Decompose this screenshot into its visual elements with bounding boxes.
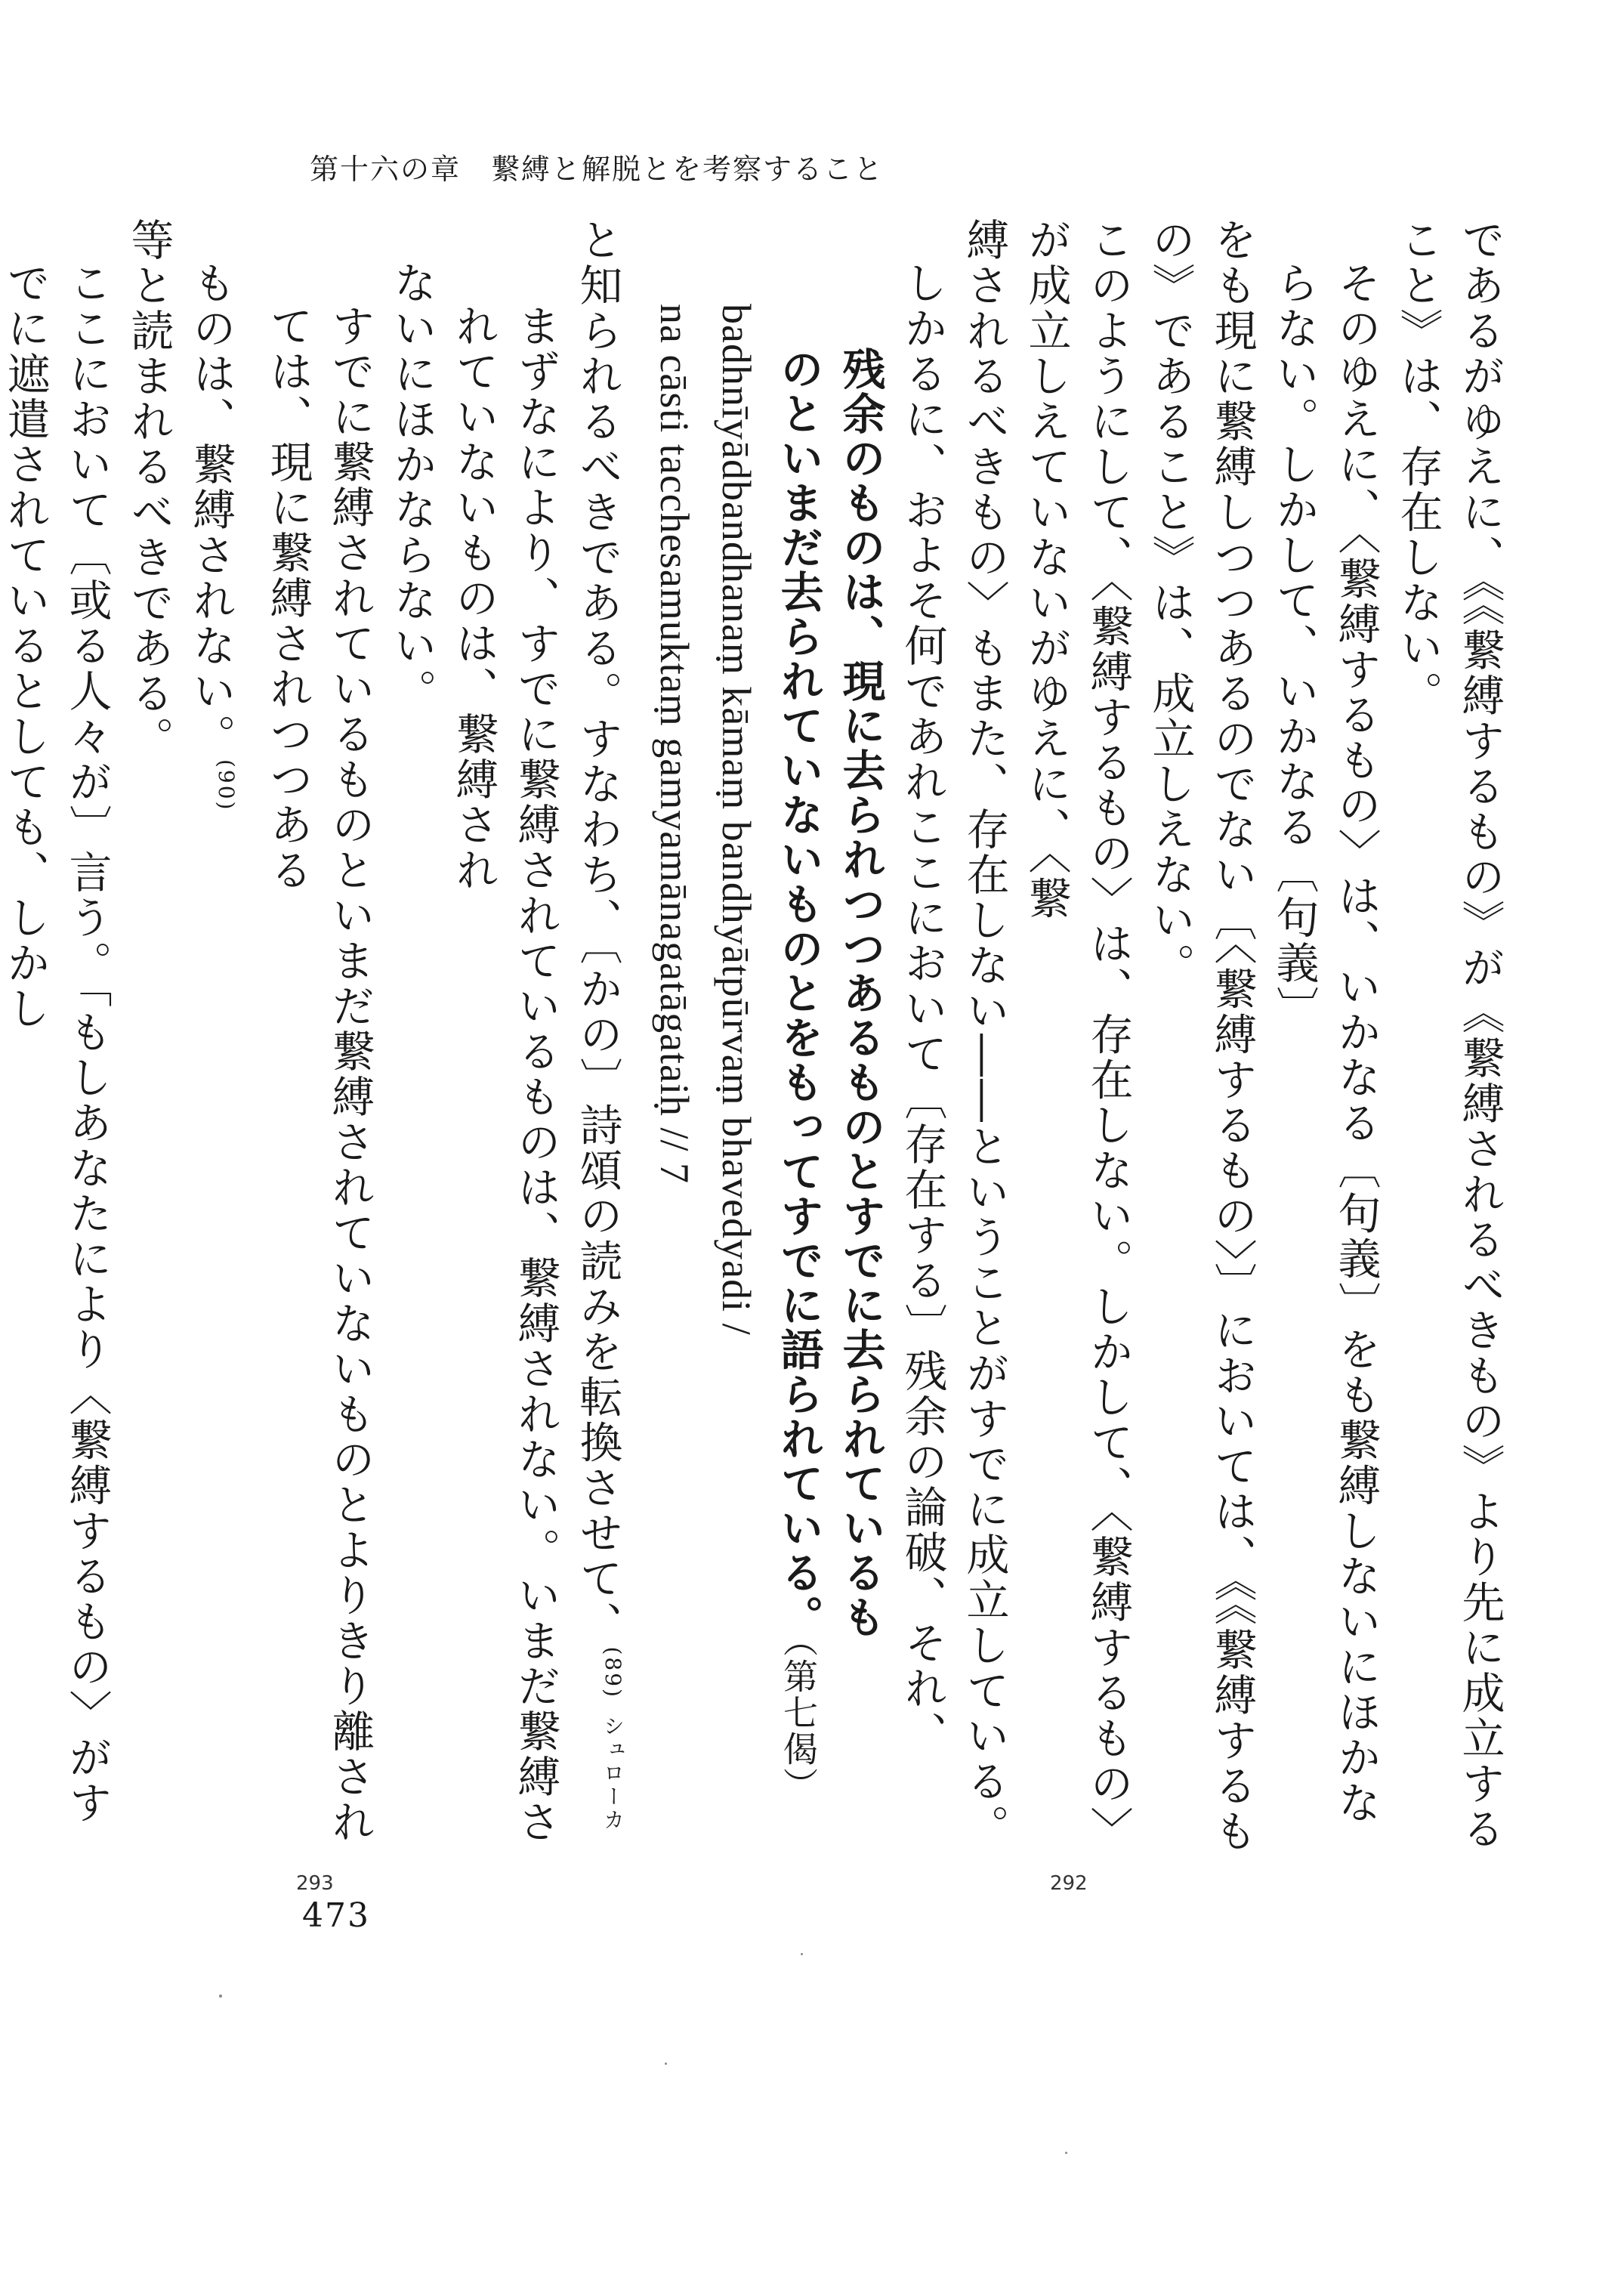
footnote-ref: (90) [214,759,239,812]
scan-speck [219,1995,222,1998]
body-text: と知られるべきである。すなわち、〔かの〕詩頌の読みを転換させて、 [573,218,622,1647]
sanskrit-line-2: na cāsti tacchesamuktaṃ gamyamānagatāgataiḥ // 7 [652,304,697,1185]
scan-speck [665,2063,667,2065]
verse-line-1 [829,218,891,1868]
ruby-reading: シュローカ [601,1715,625,1833]
body-line: であるがゆえに、《《繋縛するもの》が《繋縛されるべきもの》より先に成立すること》は、存在しない。 [1393,218,1505,1852]
margin-number-right: 292 [1050,1872,1088,1895]
body-line [567,218,644,1868]
verse-text: 残余のものは、現に去られつつあるものとすでに去られているも [835,347,886,1639]
verse-text: のといまだ去られていないものとをもってすでに語られている。 [773,347,824,1639]
page-number: 473 [302,1896,370,1935]
body-line: そのゆえに、〈繋縛するもの〉は、いかなる〔句義〕をも繋縛しないにほかならない。しかして、いかなる〔句義〕 [1269,261,1381,1826]
body-line: をも現に繋縛しつつあるのでない〔〈繋縛するもの〉〕においては、《《繋縛するもの》であること》は、成立しえない。 [1145,218,1257,1854]
verse-line-2 [767,218,829,1868]
scan-speck [1065,2152,1067,2154]
running-header: 第十六の章 繋縛と解脱とを考察すること [310,153,885,186]
footnote-ref: (89) [601,1646,625,1699]
body-line [180,218,257,1868]
verse-number-tag: （第七偈） [778,1639,819,1803]
body-line: ないにほかならない。 [387,261,437,714]
sanskrit-line-1: badhnīyādbandhanaṃ kāmaṃ bandhyātpūrvaṃ bhavedyadi / [714,304,759,1336]
body-line: ここにおいて〔或る人々が〕言う。「もしあなたにより〈繋縛するもの〉がすでに遮遣されているとしても、しかし [0,261,112,1826]
body-line: しかるに、およそ何であれここにおいて〔存在する〕残余の論破、それ、 [897,261,947,1757]
body-line: すでに繋縛されているものといまだ繋縛されていないものとよりきり離されては、現に繋縛されつつある [263,304,375,1845]
body-line: 縛されるべきもの〉もまた、存在しない――ということがすでに成立している。 [959,218,1009,1849]
body-text: ものは、繋縛されない。 [186,261,236,759]
body-line: 等と読まれるべきである。 [124,218,174,762]
margin-number-left: 293 [296,1872,334,1895]
body-line: まずなにより、すでに繋縛されているものは、繋縛されない。いまだ繋縛されていないものは、繋縛され [449,304,560,1845]
vertical-text-body [0,218,1511,1868]
scan-speck [801,1953,803,1955]
body-line: このようにして、〈繋縛するもの〉は、存在しない。しかして、〈繋縛するもの〉が成立しえていないがゆえに、〈繋 [1021,218,1133,1852]
